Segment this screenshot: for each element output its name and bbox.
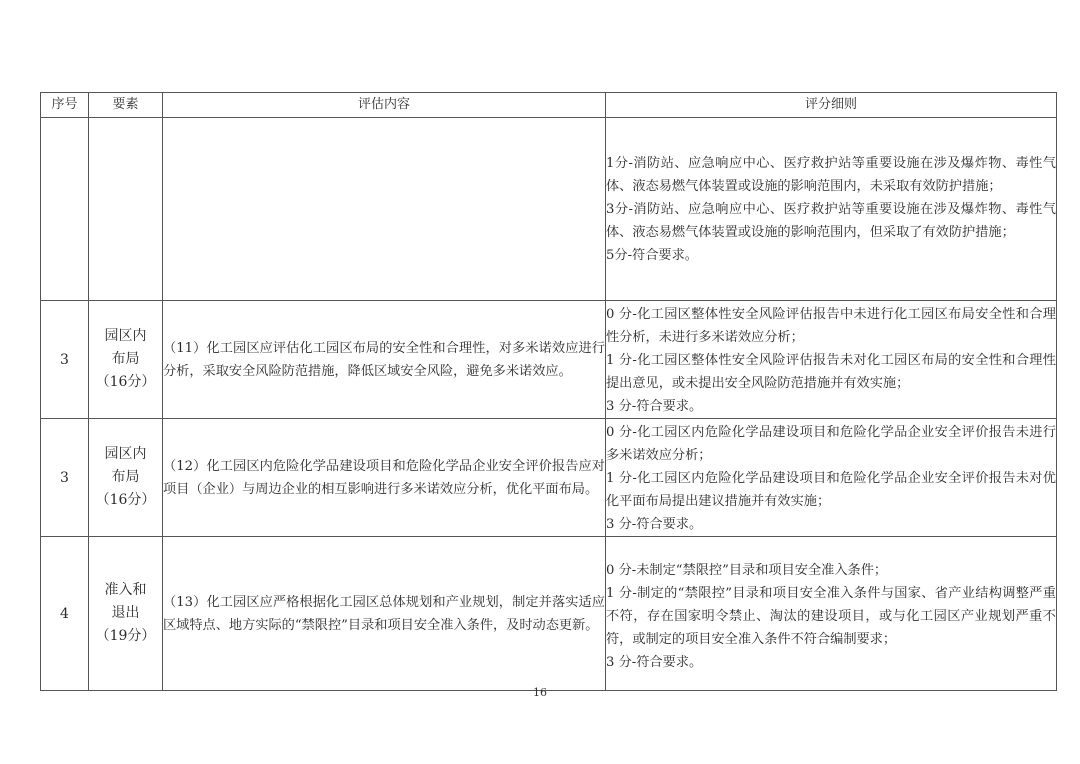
detail-item: 3 分-符合要求。: [606, 654, 703, 670]
element-line: （16分）: [95, 492, 156, 508]
element-line: 退出: [111, 605, 140, 621]
table-row: [41, 118, 1057, 301]
row-seq: 3: [41, 301, 89, 419]
detail-item: 3 分-符合要求。: [606, 516, 703, 532]
evaluation-table: [40, 92, 1057, 691]
element-line: 园区内: [104, 328, 147, 344]
row-detail: [606, 301, 1057, 419]
header-seq: 序号: [41, 93, 89, 118]
header-detail: 评分细则: [606, 93, 1057, 118]
detail-item: 5分-符合要求。: [606, 247, 698, 263]
element-line: 园区内: [104, 446, 147, 462]
detail-item: 1分-消防站、应急响应中心、医疗救护站等重要设施在涉及爆炸物、毒性气体、液态易燃气体装置或设施的影响范围内，未采取有效防护措施；: [606, 155, 1056, 194]
detail-item: 0 分-化工园区内危险化学品建设项目和危险化学品企业安全评价报告未进行多米诺效应分析；: [606, 424, 1056, 463]
row-seq: [41, 118, 89, 301]
detail-item: 3 分-符合要求。: [606, 398, 703, 414]
header-content: 评估内容: [163, 93, 606, 118]
detail-item: 1 分-制定的“禁限控”目录和项目安全准入条件与国家、省产业结构调整严重不符，存在国家明令禁止、淘汰的建设项目，或与化工园区产业规划严重不符，或制定的项目安全准入条件不符合编制要求；: [606, 585, 1056, 647]
table-row: [41, 537, 1057, 691]
row-element: [89, 118, 163, 301]
header-element: 要素: [89, 93, 163, 118]
row-content: （11）化工园区应评估化工园区布局的安全性和合理性，对多米诺效应进行分析，采取安全风险防范措施，降低区域安全风险，避免多米诺效应。: [163, 301, 606, 419]
table-row: [41, 419, 1057, 537]
row-element: [89, 419, 163, 537]
table-row: [41, 301, 1057, 419]
row-content: （12）化工园区内危险化学品建设项目和危险化学品企业安全评价报告应对项目（企业）与周边企业的相互影响进行多米诺效应分析，优化平面布局。: [163, 419, 606, 537]
row-detail: [606, 537, 1057, 691]
row-content: （13）化工园区应严格根据化工园区总体规划和产业规划，制定并落实适应区域特点、地方实际的“禁限控”目录和项目安全准入条件，及时动态更新。: [163, 537, 606, 691]
table-header-row: [41, 93, 1057, 118]
row-element: [89, 537, 163, 691]
element-line: （19分）: [95, 628, 156, 644]
row-detail: [606, 118, 1057, 301]
row-seq: 3: [41, 419, 89, 537]
row-element: [89, 301, 163, 419]
element-line: 布局: [111, 351, 140, 367]
detail-item: 1 分-化工园区整体性安全风险评估报告未对化工园区布局的安全性和合理性提出意见，或未提出安全风险防范措施并有效实施；: [606, 352, 1056, 391]
row-seq: 4: [41, 537, 89, 691]
element-line: 布局: [111, 469, 140, 485]
row-content: [163, 118, 606, 301]
detail-item: 0 分-化工园区整体性安全风险评估报告中未进行化工园区布局安全性和合理性分析，未进行多米诺效应分析；: [606, 306, 1056, 345]
row-detail: [606, 419, 1057, 537]
detail-item: 0 分-未制定“禁限控”目录和项目安全准入条件；: [606, 562, 888, 578]
detail-item: 3分-消防站、应急响应中心、医疗救护站等重要设施在涉及爆炸物、毒性气体、液态易燃气体装置或设施的影响范围内，但采取了有效防护措施；: [606, 201, 1056, 240]
detail-item: 1 分-化工园区内危险化学品建设项目和危险化学品企业安全评价报告未对优化平面布局提出建议措施并有效实施；: [606, 470, 1056, 509]
page-number: 16: [533, 686, 547, 699]
element-line: 准入和: [104, 582, 147, 598]
element-line: （16分）: [95, 374, 156, 390]
